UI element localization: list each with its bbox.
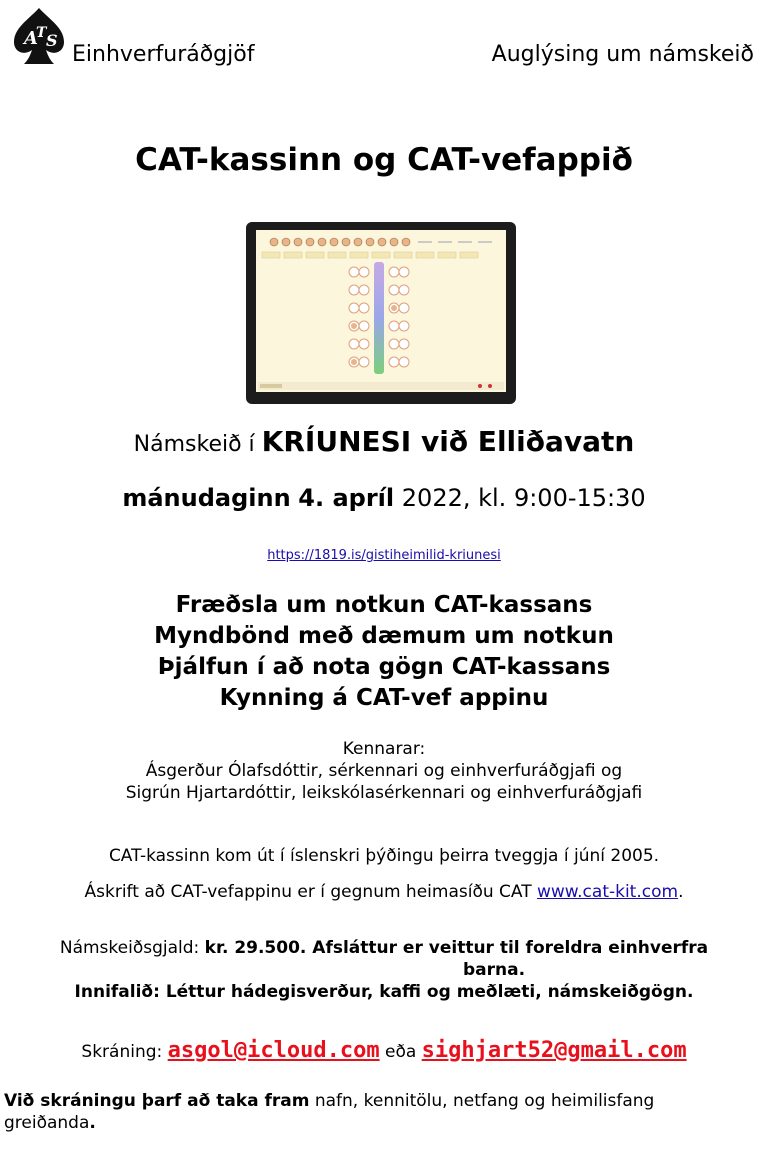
registration-note	[4, 1090, 744, 1134]
venue-link[interactable]: https://1819.is/gistiheimilid-kriunesi	[267, 548, 501, 563]
fee-line-1	[0, 937, 768, 959]
svg-text:A: A	[24, 28, 38, 49]
fee-amount-cont: barna.	[462, 960, 526, 980]
date-rest: 2022, kl. 9:00-15:30	[401, 484, 646, 512]
tablet-app-screenshot-icon	[246, 222, 516, 404]
location-place: KRÍUNESI við Elliðavatn	[261, 425, 635, 458]
fee-line-2	[0, 959, 768, 981]
subscription-suffix: .	[678, 882, 684, 902]
email-2-link[interactable]: sighjart52@gmail.com	[421, 1038, 687, 1063]
svg-text:S: S	[46, 31, 58, 50]
note-rest: nafn, kennitölu, netfang og heimilisfang	[314, 1091, 655, 1111]
topic-1: Fræðsla um notkun CAT-kassans	[175, 592, 593, 618]
subscription-prefix: Áskrift að CAT-vefappinu er í gegnum heimasíðu CAT	[84, 882, 532, 902]
fee-included-text: Innifalið: Léttur hádegisverður, kaffi og meðlæti, námskeiðgögn.	[74, 982, 694, 1002]
topic-2: Myndbönd með dæmum um notkun	[154, 623, 614, 649]
cat-kit-link[interactable]: www.cat-kit.com	[537, 882, 679, 902]
page-title: CAT-kassinn og CAT-vefappið	[135, 142, 633, 178]
registration-label: Skráning:	[81, 1042, 163, 1062]
course-location	[0, 425, 768, 458]
course-date	[0, 484, 768, 512]
teachers-heading: Kennarar:	[342, 739, 426, 759]
ad-label: Auglýsing um námskeið	[491, 42, 754, 67]
note-end: .	[89, 1113, 96, 1133]
svg-text:T: T	[36, 25, 47, 41]
teacher-1: Ásgerður Ólafsdóttir, sérkennari og einhverfuráðgjafi og	[145, 761, 623, 781]
registration-separator: eða	[384, 1042, 417, 1062]
registration-line	[0, 1038, 768, 1063]
fee-block	[0, 937, 768, 1003]
fee-included	[0, 981, 768, 1003]
organization-name: Einhverfuráðgjöf	[72, 42, 255, 67]
note-bold: Við skráningu þarf að taka fram	[4, 1091, 310, 1111]
location-prefix: Námskeið í	[133, 432, 255, 457]
teachers-block	[0, 738, 768, 804]
topic-4: Kynning á CAT-vef appinu	[219, 685, 549, 711]
teacher-2: Sigrún Hjartardóttir, leikskólasérkennari og einhverfuráðgjafi	[125, 783, 643, 803]
subscription-info	[0, 882, 768, 902]
fee-label: Námskeiðsgjald:	[59, 938, 200, 958]
topic-3: Þjálfun í að nota gögn CAT-kassans	[157, 654, 611, 680]
ats-logo-icon	[8, 6, 70, 66]
note-line2: greiðanda	[4, 1113, 90, 1133]
date-day: mánudaginn	[122, 484, 291, 512]
email-1-link[interactable]: asgol@icloud.com	[167, 1038, 380, 1063]
fee-amount: kr. 29.500. Afsláttur er veittur til foreldra einhverfra	[204, 938, 709, 958]
date-bold: 4. apríl	[298, 484, 395, 512]
published-info: CAT-kassinn kom út í íslenskri þýðingu þeirra tveggja í júní 2005.	[108, 846, 660, 866]
